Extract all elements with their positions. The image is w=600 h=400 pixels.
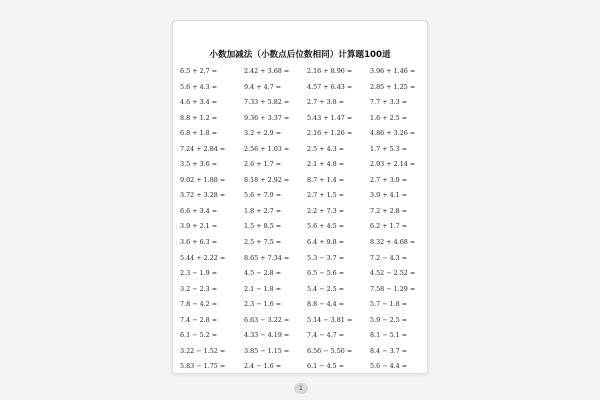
problem-item: 2.56 + 1.03 = xyxy=(244,144,290,153)
problem-item: 5.6 + 7.9 = xyxy=(244,191,282,200)
problem-item: 2.42 + 3.68 = xyxy=(244,67,290,75)
problem-item: 5.6 + 4.3 = xyxy=(180,82,218,91)
problem-item: 5.3 − 3.7 = xyxy=(307,253,345,262)
problem-item: 4.33 − 4.19 = xyxy=(244,331,290,340)
problem-item: 2.5 + 4.3 = xyxy=(307,144,345,153)
problem-item: 6.56 − 5.56 = xyxy=(307,346,353,355)
problem-item: 2.6 + 1.7 = xyxy=(244,160,282,169)
problem-item: 6.5 + 2.7 = xyxy=(180,67,218,75)
problem-item: 2.2 + 7.3 = xyxy=(307,206,345,215)
problem-item: 3.9 + 2.1 = xyxy=(180,222,218,231)
problem-item: 6.8 + 1.8 = xyxy=(180,129,218,138)
problem-item: 9.4 + 4.7 = xyxy=(244,82,282,91)
problem-item: 7.4 − 2.8 = xyxy=(180,315,218,324)
page-number-badge: 1 xyxy=(294,383,308,394)
problem-item: 6.4 + 9.8 = xyxy=(307,238,345,247)
problem-item: 7.4 − 4.7 = xyxy=(307,331,345,340)
problem-item: 3.2 − 2.3 = xyxy=(180,284,218,293)
problem-item: 2.16 + 8.96 = xyxy=(307,67,353,75)
problem-item: 2.3 − 1.9 = xyxy=(180,269,218,278)
problem-item: 7.33 + 5.82 = xyxy=(244,98,290,107)
document-page xyxy=(172,20,428,374)
problem-item: 7.8 − 4.2 = xyxy=(180,300,218,309)
problem-item: 2.7 + 3.8 = xyxy=(307,98,345,107)
problem-item: 5.14 − 3.81 = xyxy=(307,315,353,324)
problem-item: 1.6 + 2.5 = xyxy=(370,113,408,122)
problem-item: 8.7 + 1.4 = xyxy=(307,175,345,184)
problem-item: 9.36 + 3.37 = xyxy=(244,113,290,122)
problem-item: 2.5 + 7.5 = xyxy=(244,238,282,247)
problem-item: 2.93 + 2.14 = xyxy=(370,160,416,169)
problem-item: 2.3 − 1.6 = xyxy=(244,300,282,309)
problem-item: 6.1 − 4.5 = xyxy=(307,362,345,371)
problem-item: 5.4 − 2.5 = xyxy=(307,284,345,293)
problem-item: 2.16 + 1.26 = xyxy=(307,129,353,138)
problem-item: 5.9 − 2.5 = xyxy=(370,315,408,324)
problem-item: 8.1 − 5.1 = xyxy=(370,331,408,340)
problem-item: 3.9 + 4.1 = xyxy=(370,191,408,200)
problem-item: 9.02 + 1.88 = xyxy=(180,175,226,184)
problem-item: 7.24 + 2.84 = xyxy=(180,144,226,153)
problem-item: 3.2 + 2.9 = xyxy=(244,129,282,138)
problem-item: 3.22 − 1.52 = xyxy=(180,346,226,355)
problem-item: 4.5 − 2.8 = xyxy=(244,269,282,278)
problem-item: 7.7 + 3.3 = xyxy=(370,98,408,107)
problem-item: 2.85 + 1.25 = xyxy=(370,82,416,91)
problem-item: 5.43 + 1.47 = xyxy=(307,113,353,122)
problem-item: 8.32 + 4.68 = xyxy=(370,238,416,247)
problem-item: 8.8 − 4.4 = xyxy=(307,300,345,309)
problem-item: 3.85 − 1.15 = xyxy=(244,346,290,355)
problem-item: 1.8 + 2.7 = xyxy=(244,206,282,215)
problem-item: 7.2 − 4.3 = xyxy=(370,253,408,262)
problem-item: 4.57 + 6.43 = xyxy=(307,82,353,91)
problem-item: 3.72 + 3.28 = xyxy=(180,191,226,200)
problem-item: 5.6 + 4.5 = xyxy=(307,222,345,231)
problem-item: 5.44 + 2.22 = xyxy=(180,253,226,262)
problem-item: 5.83 − 1.75 = xyxy=(180,362,226,371)
problem-item: 8.8 + 1.2 = xyxy=(180,113,218,122)
problem-item: 2.1 − 1.8 = xyxy=(244,284,282,293)
problem-grid xyxy=(180,64,426,375)
problem-item: 2.7 + 1.5 = xyxy=(307,191,345,200)
problem-item: 4.52 − 2.52 = xyxy=(370,269,416,278)
problem-item: 8.4 − 3.7 = xyxy=(370,346,408,355)
problem-item: 6.1 − 5.2 = xyxy=(180,331,218,340)
problem-item: 2.1 + 4.8 = xyxy=(307,160,345,169)
problem-item: 4.86 + 3.26 = xyxy=(370,129,416,138)
problem-item: 6.63 − 3.22 = xyxy=(244,315,290,324)
page-title: 小数加减法（小数点后位数相同）计算题100道 xyxy=(209,50,391,60)
problem-item: 3.5 + 3.6 = xyxy=(180,160,218,169)
problem-item: 7.2 + 2.8 = xyxy=(370,206,408,215)
problem-item: 6.5 − 5.6 = xyxy=(307,269,345,278)
problem-item: 6.2 + 1.7 = xyxy=(370,222,408,231)
problem-item: 7.58 − 1.29 = xyxy=(370,284,416,293)
problem-item: 6.6 + 3.4 = xyxy=(180,206,218,215)
problem-item: 8.18 + 2.92 = xyxy=(244,175,290,184)
problem-item: 3.6 + 6.3 = xyxy=(180,238,218,247)
problem-item: 2.7 + 3.9 = xyxy=(370,175,408,184)
problem-item: 1.5 + 8.5 = xyxy=(244,222,282,231)
problem-item: 3.96 + 1.46 = xyxy=(370,67,416,75)
problem-item: 4.6 + 3.4 = xyxy=(180,98,218,107)
problem-item: 8.65 + 7.34 = xyxy=(244,253,290,262)
problem-item: 5.6 − 4.4 = xyxy=(370,362,408,371)
problem-item: 1.7 + 5.3 = xyxy=(370,144,408,153)
problem-item: 5.7 − 1.8 = xyxy=(370,300,408,309)
problem-item: 2.4 − 1.6 = xyxy=(244,362,282,371)
